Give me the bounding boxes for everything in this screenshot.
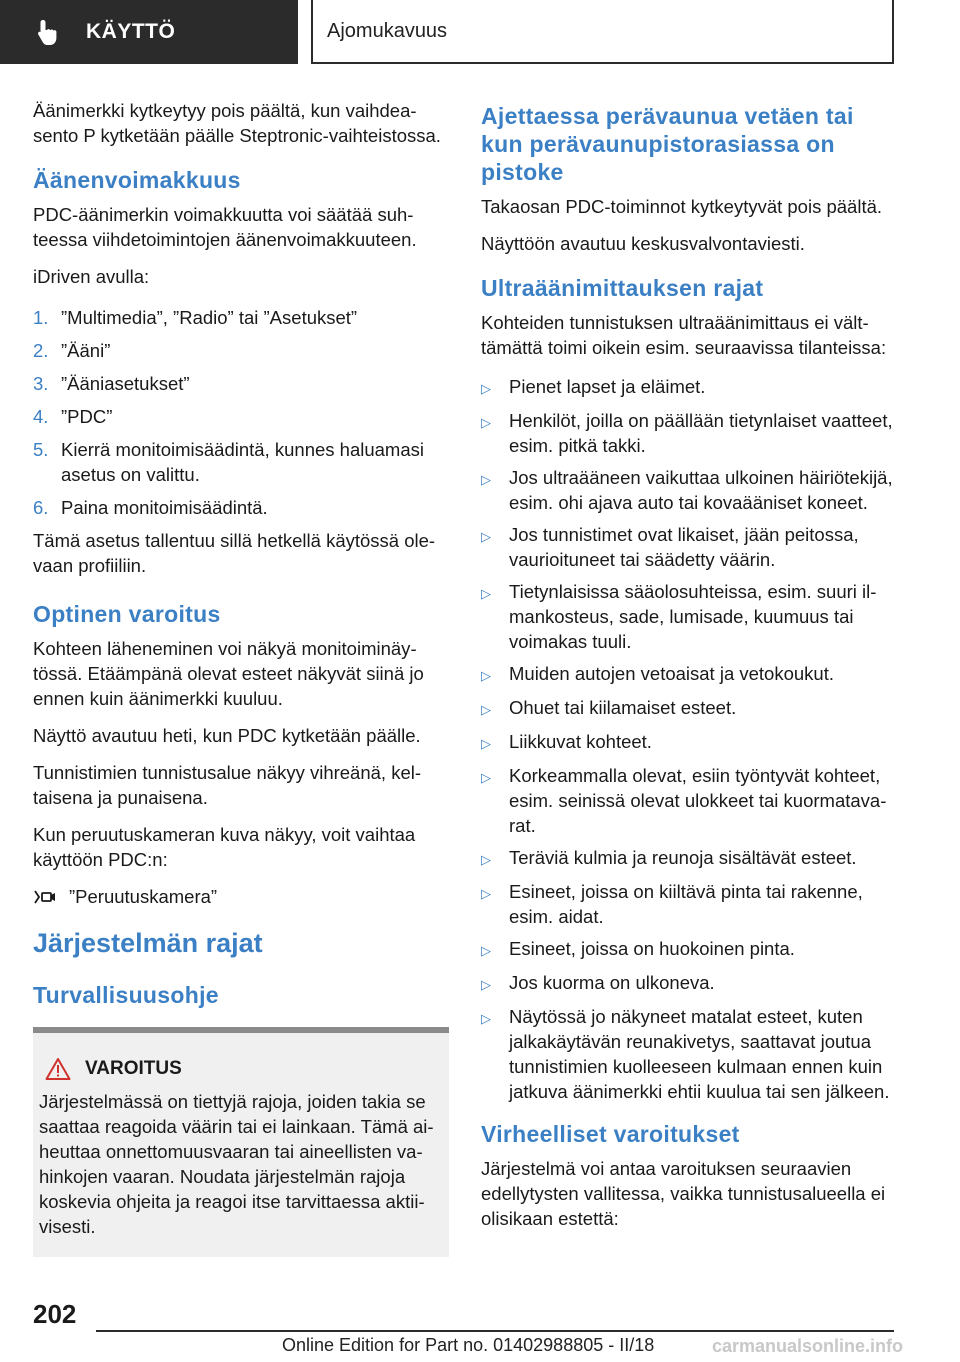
optical-paragraph-1: Kohteen läheneminen voi näkyä monitoiminäytössä. Etäämpänä olevat esteet näkyvät siinä jo ennen kuin äänimerkki kuuluu. (33, 638, 424, 709)
step-item (33, 338, 449, 363)
step-item (33, 437, 449, 487)
warning-text: Järjestelmässä on tiettyjä rajoja, joiden takia se saattaa reagoida väärin tai ei lainkaan. Tämä aiheuttaa onnettomuusvaaran tai aineellisten vahinkojen vaaran. Noudata järjestelmän rajoja koskevia ohjeita ja reagoi itse tarvittaessa aktiivisesti. (39, 1091, 434, 1237)
bullet-triangle-icon: ▷ (481, 702, 491, 717)
list-item (481, 374, 901, 401)
false-warnings-paragraph: Järjestelmä voi antaa varoituksen seuraavien edellytysten vallitessa, vaikka tunnistusalueella ei olisikaan estettä: (481, 1158, 886, 1229)
step-item (33, 495, 449, 520)
limits-heading: Järjestelmän rajat (33, 928, 263, 958)
list-item (481, 465, 901, 515)
step-text: ”Ääniasetukset” (61, 373, 190, 394)
list-item (481, 879, 901, 929)
bullet-triangle-icon: ▷ (481, 886, 491, 901)
trailer-paragraph-2: Näyttöön avautuu keskusvalvontaviesti. (481, 233, 805, 254)
list-item-text: Muiden autojen vetoaisat ja vetokoukut. (509, 663, 834, 684)
intro-paragraph: Äänimerkki kytkeytyy pois päältä, kun vaihdeasento P kytketään päälle Steptronic-vaihteistossa. (33, 100, 441, 146)
step-text: ”PDC” (61, 406, 113, 427)
false-warnings-heading: Virheelliset varoitukset (481, 1121, 740, 1147)
list-item (481, 408, 901, 458)
list-item-text: Ohuet tai kiilamaiset esteet. (509, 697, 737, 718)
optical-paragraph-4: Kun peruutuskameran kuva näkyy, voit vaihtaa käyttöön PDC:n: (33, 824, 416, 870)
ultra-heading: Ultraäänimittauksen rajat (481, 275, 764, 301)
list-item (481, 579, 901, 654)
watermark: carmanualsonline.info (712, 1336, 904, 1356)
left-column (33, 98, 449, 1257)
warning-header (39, 1057, 435, 1081)
step-item (33, 305, 449, 330)
list-item (481, 661, 901, 688)
warning-triangle-icon (45, 1057, 71, 1081)
list-item-text: Jos tunnistimet ovat likaiset, jään peitossa, vaurioituneet tai säädetty väärin. (509, 524, 859, 570)
step-text: Kierrä monitoimisäädintä, kunnes haluamasi asetus on valittu. (61, 439, 424, 485)
steps-list (33, 305, 449, 520)
bullet-triangle-icon: ▷ (481, 529, 491, 544)
list-item (481, 729, 901, 756)
step-number: 2. (33, 340, 49, 361)
step-item (33, 371, 449, 396)
step-number: 4. (33, 406, 49, 427)
section-tab (311, 0, 894, 64)
list-item (481, 845, 901, 872)
volume-heading: Äänenvoimakkuus (33, 167, 241, 193)
bullet-triangle-icon: ▷ (481, 415, 491, 430)
bullet-triangle-icon: ▷ (481, 1011, 491, 1026)
bullet-triangle-icon: ▷ (481, 736, 491, 751)
right-column (481, 98, 901, 1243)
list-item (481, 522, 901, 572)
bullet-triangle-icon: ▷ (481, 381, 491, 396)
chapter-tab (0, 0, 298, 64)
warning-box (33, 1027, 449, 1257)
list-item-text: Teräviä kulmia ja reunoja sisältävät esteet. (509, 847, 857, 868)
ultra-list (481, 374, 901, 1104)
optical-paragraph-3: Tunnistimien tunnistusalue näkyy vihreänä, keltaisena ja punaisena. (33, 762, 422, 808)
list-item-text: Esineet, joissa on huokoinen pinta. (509, 938, 795, 959)
list-item (481, 1004, 901, 1104)
rear-camera-icon (33, 887, 57, 907)
step-text: ”Multimedia”, ”Radio” tai ”Asetukset” (61, 307, 358, 328)
list-item (481, 763, 901, 838)
bullet-triangle-icon: ▷ (481, 770, 491, 785)
ultra-intro: Kohteiden tunnistuksen ultraäänimittaus ei välttämättä toimi oikein esim. seuraavissa tilanteissa: (481, 312, 887, 358)
bullet-triangle-icon: ▷ (481, 668, 491, 683)
footer-divider (96, 1330, 894, 1332)
optical-heading: Optinen varoitus (33, 601, 221, 627)
step-number: 3. (33, 373, 49, 394)
saved-paragraph: Tämä asetus tallentuu sillä hetkellä käytössä olevaan profiiliin. (33, 530, 436, 576)
step-number: 5. (33, 439, 49, 460)
list-item (481, 936, 901, 963)
edition-text: Online Edition for Part no. 01402988805 - II/18 (282, 1335, 655, 1355)
list-item-text: Tietynlaisissa sääolosuhteissa, esim. suuri ilmankosteus, sade, lumisade, kuumuus tai voimakas tuuli. (509, 581, 877, 652)
trailer-heading: Ajettaessa perävaunua vetäen tai kun perävaunupistorasiassa on pistoke (481, 103, 854, 185)
page-header (0, 0, 960, 66)
bullet-triangle-icon: ▷ (481, 943, 491, 958)
step-number: 1. (33, 307, 49, 328)
step-item (33, 404, 449, 429)
bullet-triangle-icon: ▷ (481, 472, 491, 487)
hand-pointer-icon (34, 17, 64, 47)
list-item (481, 970, 901, 997)
bullet-triangle-icon: ▷ (481, 586, 491, 601)
page-number: 202 (33, 1299, 77, 1329)
warning-title: VAROITUS (85, 1058, 182, 1079)
optical-paragraph-2: Näyttö avautuu heti, kun PDC kytketään päälle. (33, 725, 421, 746)
list-item-text: Jos kuorma on ulkoneva. (509, 972, 715, 993)
list-item-text: Pienet lapset ja eläimet. (509, 376, 706, 397)
chapter-label: KÄYTTÖ (86, 20, 176, 43)
step-text: ”Ääni” (61, 340, 111, 361)
list-item-text: Henkilöt, joilla on päällään tietynlaiset vaatteet, esim. pitkä takki. (509, 410, 893, 456)
section-label: Ajomukavuus (327, 19, 448, 42)
step-number: 6. (33, 497, 49, 518)
camera-option (33, 884, 449, 909)
bullet-triangle-icon: ▷ (481, 977, 491, 992)
safety-heading: Turvallisuusohje (33, 982, 219, 1008)
volume-paragraph: PDC-äänimerkin voimakkuutta voi säätää suhteessa viihdetoimintojen äänenvoimakkuuteen. (33, 204, 417, 250)
trailer-paragraph-1: Takaosan PDC-toiminnot kytkeytyvät pois päältä. (481, 196, 883, 217)
camera-label: ”Peruutuskamera” (69, 886, 218, 907)
step-text: Paina monitoimisäädintä. (61, 497, 268, 518)
bullet-triangle-icon: ▷ (481, 852, 491, 867)
list-item-text: Näytössä jo näkyneet matalat esteet, kuten jalkakäytävän reunakivetys, saattavat joutua tunnistimien kuolleeseen kulmaan ennen kuin jatkuva äänimerkki ehtii kuulua tai sen jälkeen. (509, 1006, 890, 1102)
list-item-text: Jos ultraääneen vaikuttaa ulkoinen häiriötekijä, esim. ohi ajava auto tai kovaääniset koneet. (509, 467, 893, 513)
list-item (481, 695, 901, 722)
list-item-text: Korkeammalla olevat, esiin työntyvät kohteet, esim. seinissä olevat ulokkeet tai kuormatavarat. (509, 765, 887, 836)
list-item-text: Esineet, joissa on kiiltävä pinta tai rakenne, esim. aidat. (509, 881, 863, 927)
idrive-paragraph: iDriven avulla: (33, 266, 150, 287)
list-item-text: Liikkuvat kohteet. (509, 731, 652, 752)
